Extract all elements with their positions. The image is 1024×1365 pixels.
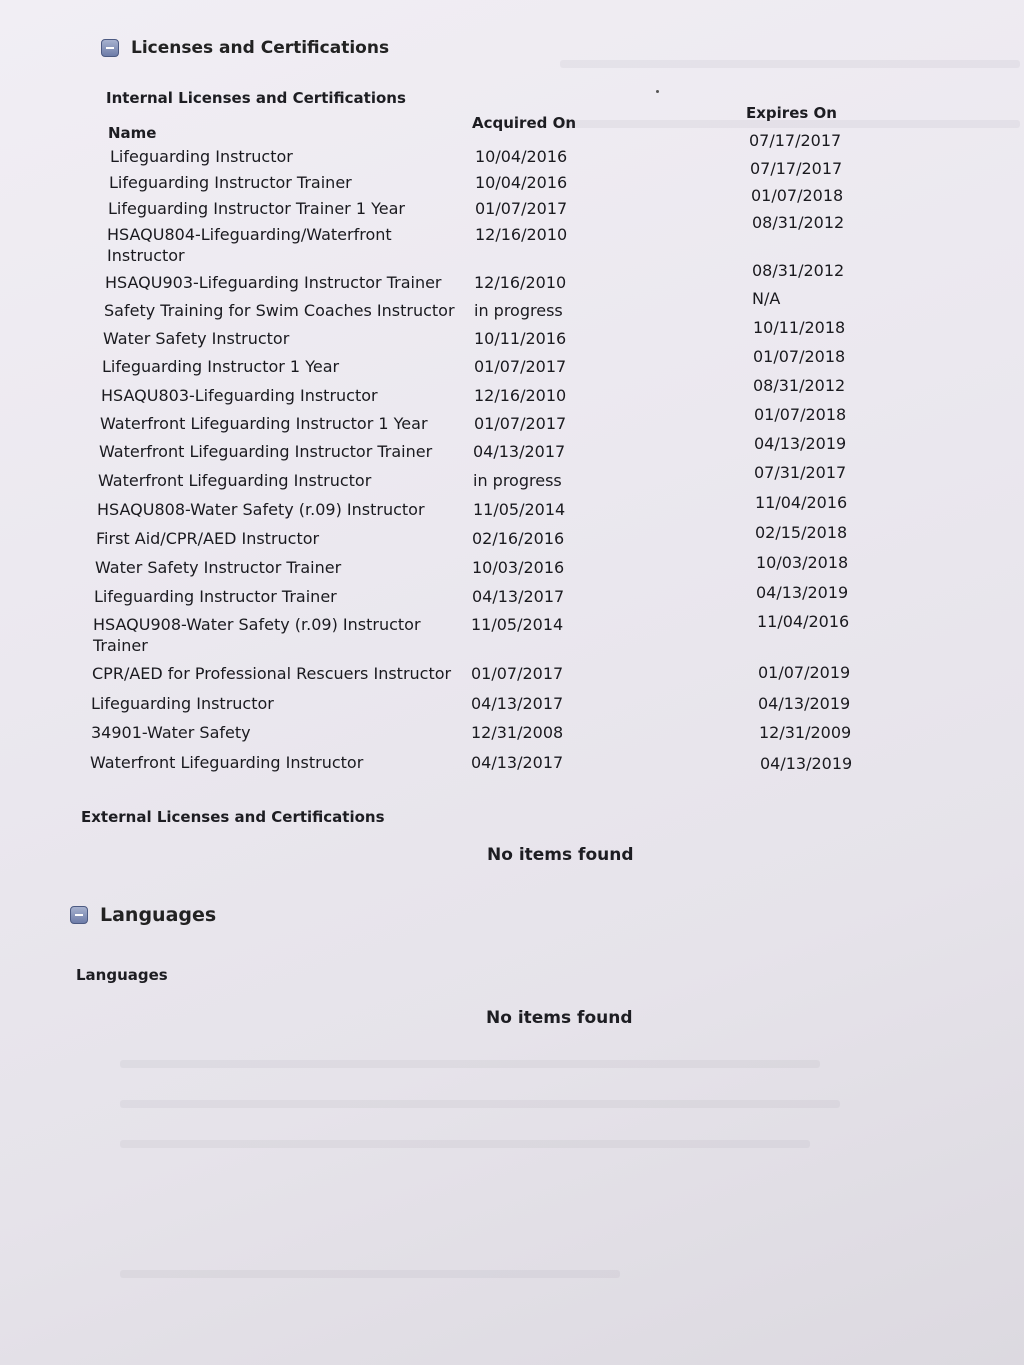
acquired-date: 04/13/2017 <box>472 587 565 606</box>
license-name: HSAQU804-Lifeguarding/Waterfront Instructor <box>107 225 392 265</box>
license-name: HSAQU903-Lifeguarding Instructor Trainer <box>105 273 442 292</box>
expiry-date: 10/11/2018 <box>753 318 846 337</box>
show-through-line <box>560 60 1020 68</box>
expiry-date: 08/31/2012 <box>752 213 845 232</box>
license-name: Lifeguarding Instructor Trainer <box>109 173 352 192</box>
license-name: HSAQU808-Water Safety (r.09) Instructor <box>97 500 425 519</box>
expiry-date: 07/31/2017 <box>754 463 847 482</box>
acquired-date: 10/04/2016 <box>475 147 568 166</box>
acquired-date: 04/13/2017 <box>473 442 566 461</box>
expiry-date: 11/04/2016 <box>755 493 848 512</box>
license-name: Lifeguarding Instructor <box>110 147 293 166</box>
expiry-date: 08/31/2012 <box>752 261 845 280</box>
expiry-date: 02/15/2018 <box>755 523 848 542</box>
speck <box>656 90 659 93</box>
languages-empty-message: No items found <box>486 1008 633 1028</box>
name-column-header: Name <box>108 124 157 142</box>
expiry-date: 07/17/2017 <box>750 159 843 178</box>
collapse-icon[interactable] <box>101 39 119 57</box>
expiry-date: 07/17/2017 <box>749 131 842 150</box>
acquired-date: 11/05/2014 <box>473 500 566 519</box>
internal-licenses-heading: Internal Licenses and Certifications <box>106 89 406 107</box>
acquired-date: in progress <box>474 301 563 320</box>
license-name: Lifeguarding Instructor <box>91 694 274 713</box>
license-name: HSAQU908-Water Safety (r.09) Instructor Trainer <box>93 615 421 655</box>
acquired-date: 10/04/2016 <box>475 173 568 192</box>
license-name: CPR/AED for Professional Rescuers Instructor <box>92 664 452 683</box>
languages-section-title: Languages <box>100 904 217 926</box>
acquired-date: 12/31/2008 <box>471 723 564 742</box>
expiry-date: N/A <box>752 289 781 308</box>
acquired-date: 12/16/2010 <box>475 225 568 244</box>
acquired-date: 02/16/2016 <box>472 529 565 548</box>
languages-heading: Languages <box>76 966 168 984</box>
license-name: 34901-Water Safety <box>91 723 251 742</box>
license-name: Waterfront Lifeguarding Instructor 1 Year <box>100 414 428 433</box>
show-through-line <box>120 1100 840 1108</box>
acquired-date: 10/03/2016 <box>472 558 565 577</box>
license-name: Safety Training for Swim Coaches Instructor <box>104 301 455 320</box>
expiry-date: 04/13/2019 <box>756 583 849 602</box>
acquired-date: 10/11/2016 <box>474 329 567 348</box>
expires-column-header: Expires On <box>746 104 837 122</box>
show-through-line <box>120 1060 820 1068</box>
license-name: Lifeguarding Instructor 1 Year <box>102 357 340 376</box>
expiry-date: 01/07/2018 <box>753 347 846 366</box>
acquired-date: 12/16/2010 <box>474 273 567 292</box>
expiry-date: 01/07/2018 <box>751 186 844 205</box>
license-name: Waterfront Lifeguarding Instructor <box>98 471 372 490</box>
expiry-date: 10/03/2018 <box>756 553 849 572</box>
expiry-date: 04/13/2019 <box>754 434 847 453</box>
expiry-date: 08/31/2012 <box>753 376 846 395</box>
acquired-date: 04/13/2017 <box>471 694 564 713</box>
license-name: Waterfront Lifeguarding Instructor <box>90 753 364 772</box>
expiry-date: 01/07/2019 <box>758 663 851 682</box>
license-name: HSAQU803-Lifeguarding Instructor <box>101 386 378 405</box>
expiry-date: 01/07/2018 <box>754 405 847 424</box>
licenses-section-header[interactable] <box>101 38 389 58</box>
expiry-date: 04/13/2019 <box>760 754 853 773</box>
license-name: Water Safety Instructor Trainer <box>95 558 342 577</box>
acquired-date: 11/05/2014 <box>471 615 564 634</box>
licenses-section-title: Licenses and Certifications <box>131 38 390 58</box>
acquired-date: 01/07/2017 <box>474 414 567 433</box>
license-name: Waterfront Lifeguarding Instructor Trainer <box>99 442 433 461</box>
languages-section-header[interactable] <box>70 904 216 926</box>
acquired-date: in progress <box>473 471 562 490</box>
acquired-date: 12/16/2010 <box>474 386 567 405</box>
acquired-date: 01/07/2017 <box>471 664 564 683</box>
external-empty-message: No items found <box>487 845 634 865</box>
expiry-date: 12/31/2009 <box>759 723 852 742</box>
license-name: Water Safety Instructor <box>103 329 290 348</box>
collapse-icon[interactable] <box>70 906 88 924</box>
license-name: Lifeguarding Instructor Trainer <box>94 587 337 606</box>
license-name: Lifeguarding Instructor Trainer 1 Year <box>108 199 405 218</box>
acquired-date: 04/13/2017 <box>471 753 564 772</box>
external-licenses-heading: External Licenses and Certifications <box>81 808 385 826</box>
acquired-date: 01/07/2017 <box>475 199 568 218</box>
acquired-column-header: Acquired On <box>472 114 577 132</box>
expiry-date: 11/04/2016 <box>757 612 850 631</box>
show-through-line <box>120 1270 620 1278</box>
expiry-date: 04/13/2019 <box>758 694 851 713</box>
show-through-line <box>120 1140 810 1148</box>
license-name: First Aid/CPR/AED Instructor <box>96 529 320 548</box>
acquired-date: 01/07/2017 <box>474 357 567 376</box>
